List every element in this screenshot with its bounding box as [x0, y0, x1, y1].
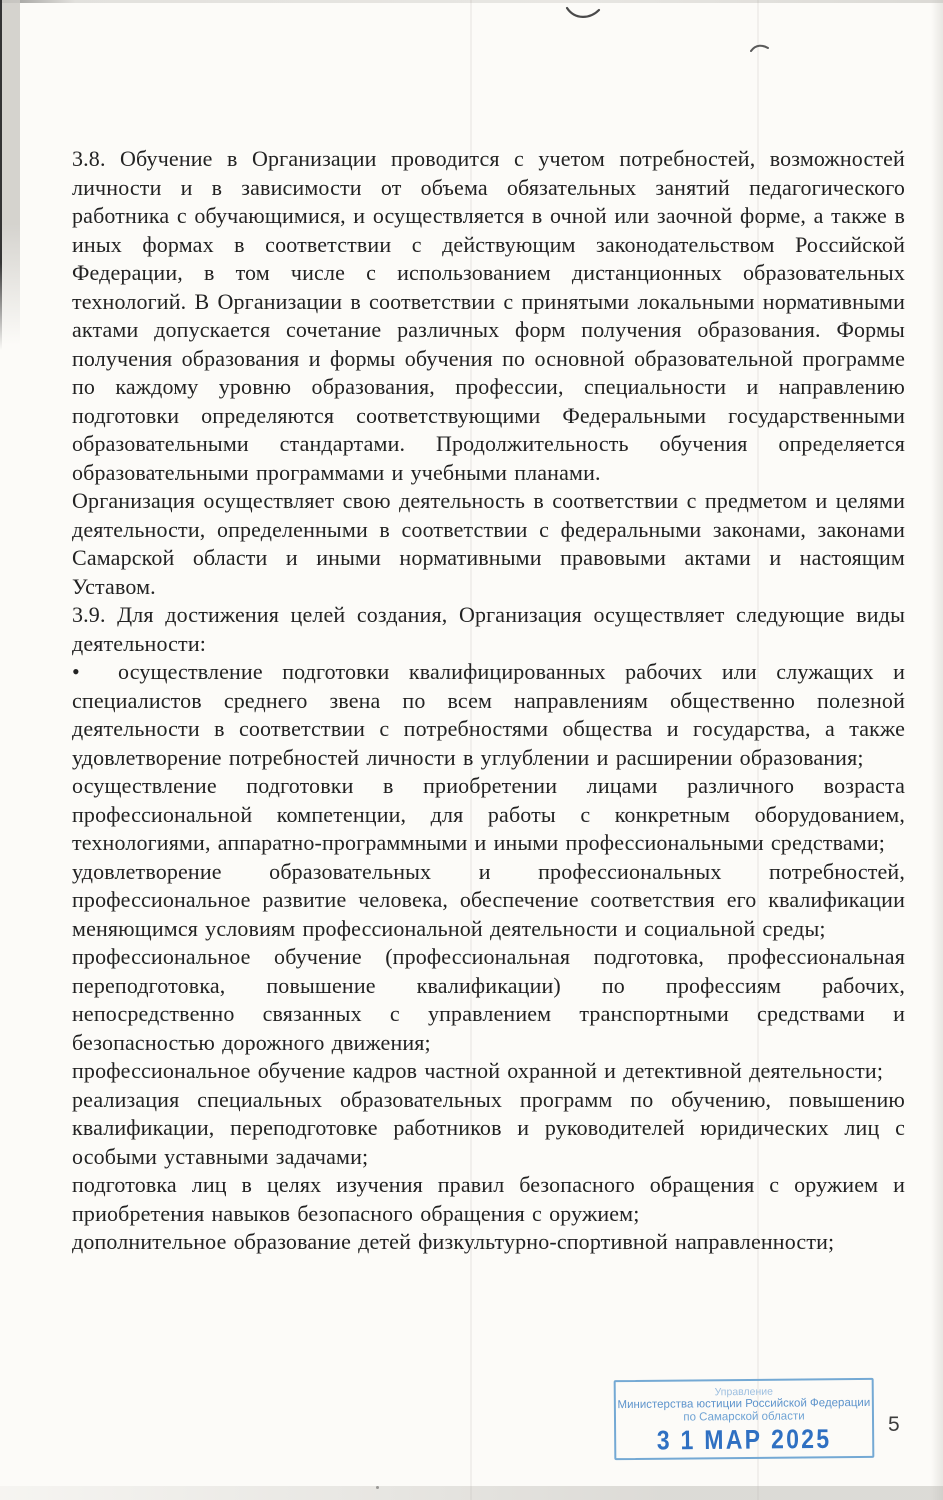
paragraph-text: 3.8. Обучение в Организации проводится с учетом потребностей, возможностей личности и в зависимости от объема обязательных занятий педагогического работника с обучающимися, и осуществляется в очной или заочной форме, а также в иных формах в соответствии с действующим законодательством Российской Федерации, в том числе с использованием дистанционных образовательных технологий. В Организации в соответствии с принятыми локальными нормативными актами допускается сочетание различных форм получения образования. Формы получения образования и формы обучения по основной образовательной программе по каждому уровню образования, профессии, специальности и направлению подготовки определяются соответствующими Федеральными государственными образовательными стандартами. Продолжительность обучения определяется образовательными программами и учебными планами. — [72, 146, 905, 485]
paragraph — [72, 1171, 905, 1228]
paragraph — [72, 772, 905, 858]
paragraph — [72, 487, 905, 601]
ministry-justice-stamp — [614, 1378, 875, 1460]
bullet-marker: • — [72, 659, 80, 684]
paragraph-text: реализация специальных образовательных программ по обучению, повышению квалификации, переподготовке работников и руководителей юридических лиц с особыми уставными задачами; — [72, 1086, 905, 1169]
stamp-org-line: Министерства юстиции Российской Федерации — [617, 1396, 871, 1412]
bullet-paragraph — [72, 658, 905, 772]
paragraph-text: 3.9. Для достижения целей создания, Организация осуществляет следующие виды деятельности: — [72, 602, 905, 656]
paragraph-text: профессиональное обучение (профессиональная подготовка, профессиональная переподготовка, повышение квалификации) по профессиям рабочих, непосредственно связанных с управлением транспортными средствами и безопасностью дорожного движения; — [72, 944, 905, 1055]
scan-right-edge-artifact — [931, 0, 943, 1500]
paragraph — [72, 943, 905, 1057]
paragraph-text: осуществление подготовки в приобретении лицами различного возраста профессиональной компетенции, для работы с конкретным оборудованием, технологиями, аппаратно-программными и иными профессиональными средствами; — [72, 773, 905, 855]
pen-mark-curve — [565, 4, 601, 22]
scan-left-shadow-artifact — [2, 0, 20, 345]
document-body — [72, 145, 905, 1257]
paragraph-text: дополнительное образование детей физкультурно-спортивной направленности; — [72, 1229, 835, 1254]
stamp-org-line: Управление — [714, 1385, 774, 1399]
paragraph — [72, 601, 905, 658]
stamp-date: 3 1 МАР 2025 — [656, 1424, 832, 1456]
paragraph-text: подготовка лиц в целях изучения правил безопасного обращения с оружием и приобретения навыков безопасного обращения с оружием; — [72, 1172, 905, 1226]
paragraph — [72, 1086, 905, 1172]
paragraph-text: осуществление подготовки квалифицированных рабочих или служащих и специалистов среднего звена по всем направлениям общественно полезной деятельности в соответствии с потребностями общества и государства, а также удовлетворение потребностей личности в углублении и расширении образования; — [72, 659, 905, 770]
paragraph — [72, 1057, 905, 1086]
paragraph — [72, 858, 905, 944]
paragraph-text: удовлетворение образовательных и профессиональных потребностей, профессиональное развитие человека, обеспечение соответствия его квалификации меняющимся условиям профессиональной деятельности и социальной среды; — [72, 858, 905, 941]
paragraph — [72, 145, 905, 487]
paragraph-text: Организация осуществляет свою деятельность в соответствии с предметом и целями деятельности, определенными в соответствии с федеральными законами, законами Самарской области и иными нормативными правовыми актами и настоящим Уставом. — [72, 488, 905, 599]
stamp-region-line: по Самарской области — [683, 1410, 805, 1424]
paragraph-text: профессиональное обучение кадров частной охранной и детективной деятельности; — [72, 1058, 884, 1083]
scan-bottom-edge-artifact — [0, 1486, 943, 1500]
scan-speck-artifact — [376, 1486, 379, 1489]
pen-mark-tick — [750, 42, 770, 56]
page-number: 5 — [888, 1413, 900, 1436]
paragraph — [72, 1228, 905, 1257]
